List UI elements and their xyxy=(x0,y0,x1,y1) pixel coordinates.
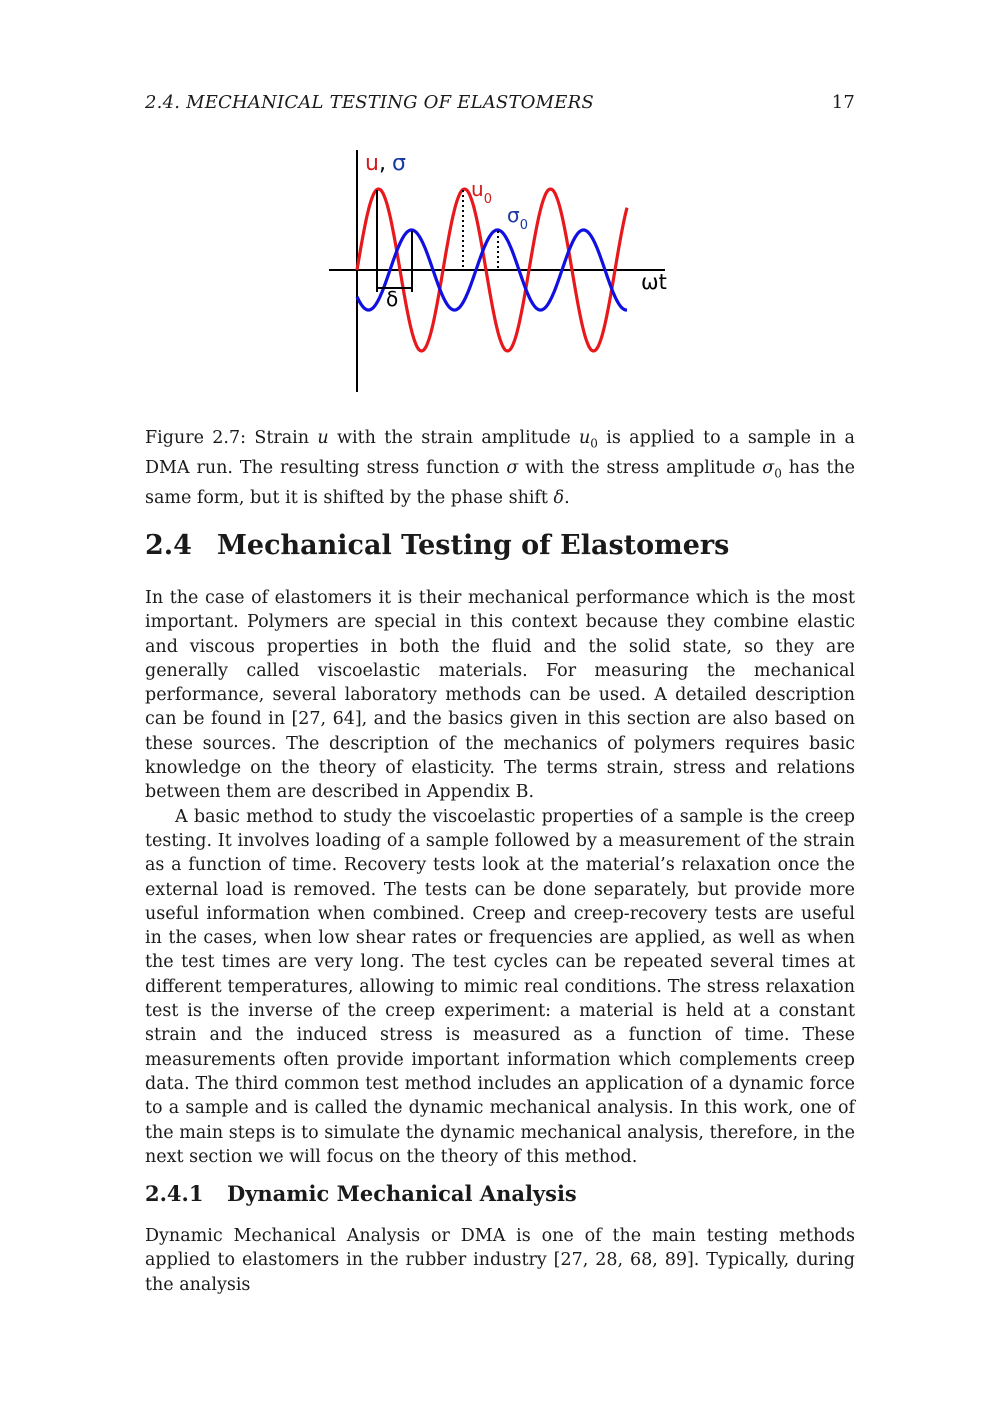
page-number: 17 xyxy=(831,92,855,113)
section-heading xyxy=(145,530,729,561)
sigma0-label: $\sigma_0$ xyxy=(507,203,528,233)
y-axis-label xyxy=(365,151,406,176)
section-title: Mechanical Testing of Elastomers xyxy=(217,530,730,561)
running-title: 2.4. MECHANICAL TESTING OF ELASTOMERS xyxy=(145,92,594,113)
section-number: 2.4 xyxy=(145,530,192,561)
y-label-u: u xyxy=(365,151,379,176)
subsection-heading xyxy=(145,1181,577,1206)
figure-caption: Figure 2.7: Strain u with the strain amplitude $u_0$ is applied to a sample in a DMA run. The resulting stress function σ with the stress amplitude $\sigma_0$ has the same form, but it is shifted by the phase shift δ. xyxy=(145,428,855,508)
y-label-sigma: σ xyxy=(391,151,406,176)
dma-plot xyxy=(325,140,685,400)
running-header xyxy=(145,92,855,113)
subsection-number: 2.4.1 xyxy=(145,1181,204,1206)
subsection-title: Dynamic Mechanical Analysis xyxy=(227,1181,577,1206)
delta-label: δ xyxy=(386,287,399,311)
dma-figure xyxy=(325,140,685,400)
x-axis-label: ωt xyxy=(641,270,667,294)
subsection-body xyxy=(145,1224,855,1297)
paragraph: A basic method to study the viscoelastic properties of a sample is the creep testing. It involves loading of a sample followed by a measurement of the strain as a function of time. Recovery tests look at the material’s relaxation once the external load is removed. The tests can be done separately, but provide more useful information when combined. Creep and creep-recovery tests are useful in the cases, when low shear rates or frequencies are applied, as well as when the test times are very long. The test cycles can be repeated several times at different temperatures, allowing to mimic real conditions. The stress relaxation test is the inverse of the creep experiment: a material is held at a constant strain and the induced stress is measured as a function of time. These measurements often provide important information which complements creep data. The third common test method includes an application of a dynamic force to a sample and is called the dynamic mechanical analysis. In this work, one of the main steps is to simulate the dynamic mechanical analysis, therefore, in the next section we will focus on the theory of this method. xyxy=(145,806,855,1167)
section-body xyxy=(145,586,855,1169)
y-label-comma: , xyxy=(378,151,386,176)
paragraph: In the case of elastomers it is their mechanical performance which is the most important. Polymers are special in this context because they combine elastic and viscous properties in both the fluid and the solid state, so they are generally called viscoelastic materials. For measuring the mechanical performance, several laboratory methods can be used. A detailed description can be found in [27, 64], and the basics given in this section are also based on these sources. The description of the mechanics of polymers requires basic knowledge on the theory of elasticity. The terms strain, stress and relations between them are described in Appendix B. xyxy=(145,588,855,803)
paragraph: Dynamic Mechanical Analysis or DMA is one of the main testing methods applied to elastomers in the rubber industry [27, 28, 68, 89]. Typically, during the analysis xyxy=(145,1226,855,1295)
u0-label: $u_0$ xyxy=(471,177,492,207)
